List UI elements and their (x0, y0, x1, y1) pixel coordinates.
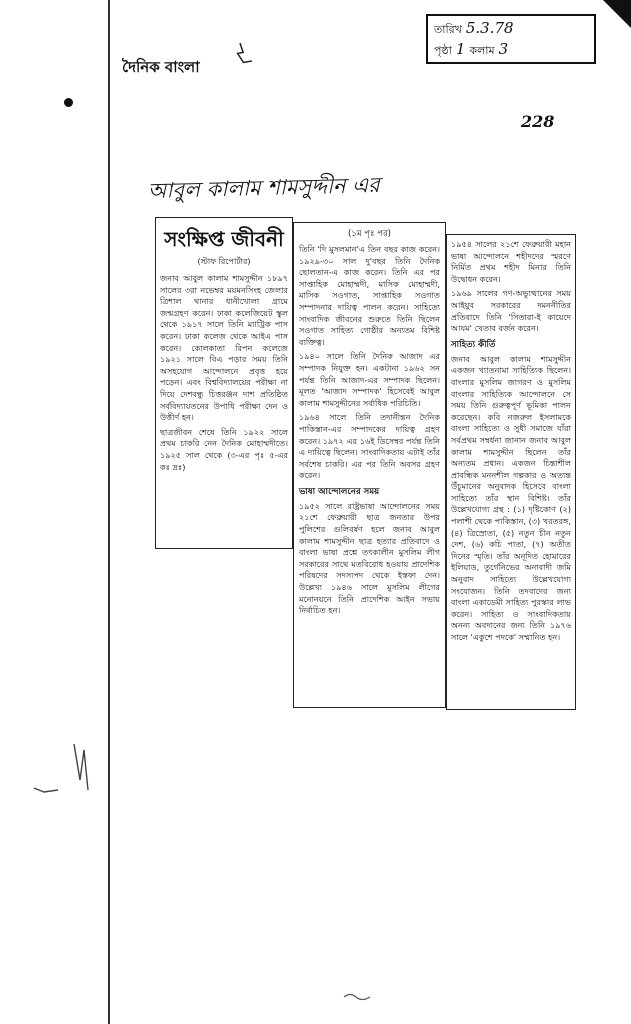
byline: (স্টাফ রিপোর্টার) (197, 257, 251, 266)
pen-scribble-mark (228, 39, 262, 72)
punch-hole (64, 98, 73, 107)
paragraph: জনাব আবুল কালাম শামসুদ্দীন ১৮৯৭ সালের ৩রা নভেম্বর ময়মনসিংহ জেলার ত্রিশাল থানার ধানীখোলা গ্রামে জন্মগ্রহণ করেন। ঢাকা কলেজিয়েট স্কুল থেকে ১৯১৭ সালে তিনি ম্যাট্রিক পাস করেন। ঢাকা কলেজ থেকে আইএ পাস করেন। কোলকাতা রিপন কলেজে ১৯২১ সালে বিএ পড়ার সময় তিনি অসহযোগ আন্দোলনে প্রবৃত্ত হয়ে পড়েন। এবং বিশ্ববিদ্যালয়ের পরীক্ষা না দিয়ে দেশবন্ধু চিত্তরঞ্জন দাশ প্রতিষ্ঠিত সর্ববিদ্যায়তনের উপাধি পরীক্ষা দেন ও উত্তীর্ণ হন। (160, 273, 288, 423)
scan-corner (603, 0, 631, 28)
page-value: 1 (455, 40, 466, 58)
paragraph: ১৯৬৯ সালের গণ-অভ্যুত্থানের সময় আইয়ুব সরকারের দমননীতির প্রতিবাদে তিনি 'সিতারা-ই কায়েদে আযম' খেতাব বর্জন করেন। (451, 288, 571, 334)
date-value: 5.3.78 (465, 19, 514, 37)
paragraph: জনাব আবুল কালাম শামসুদ্দীন একজন খ্যাতনামা সাহিত্যিক ছিলেন। বাংলার মুসলিম জাগরণ ও মুসলিম বাংলার সাহিত্যিক আন্দোলনে সে সময় তিনি গুরুত্বপূর্ণ ভূমিকা পালন করেছেন। কবি নজরুল ইসলামকে বাংলা সাহিত্যে ও সুধী সমাজে যাঁরা সর্বপ্রথম সম্বর্ধনা জানান জনাব আবুল কালাম শামসুদ্দীন ছিলেন তাঁর অন্যতম প্রধান। একজন চিন্তাশীল প্রাবন্ধিক মননশীল গল্পকার ও অত্যন্ত উঁচুমানের অনুবাদক হিসেবে বাংলা সাহিত্যে তাঁর স্থান বিশিষ্ট। তাঁর উল্লেখযোগ্য গ্রন্থ : (১) দৃষ্টিকোণ (২) পলাশী থেকে পাকিস্তান, (৩) খরতরঙ্গ, (৪) ত্রিস্রোতা, (৫) নতুন চীন নতুন দেশ, (৬) কচি পাতা, (৭) অতীত দিনের স্মৃতি। তাঁর অনূদিত হোমারের ইলিয়াড, তুর্গেনিভের অনাবাদী জমি অনুবাদ সাহিত্যে উল্লেখযোগ্য সংযোজন। তিনি তদবাদের জন্য বাংলা একাডেমী সাহিত্য পুরস্কার লাভ করেন। সাহিত্য ও সাংবাদিকতায় অনন্য অবদানের জন্য তিনি ১৯৭৬ সালে 'একুশে পদকে' সম্মানিত হন। (451, 353, 571, 642)
subheading: ভাষা আন্দোলনের সময় (299, 486, 380, 497)
paragraph: ১৯৪০ সালে তিনি দৈনিক আজাদ এর সম্পাদক নিযুক্ত হন। একটানা ১৯৬২ সন পর্যন্ত তিনি আজাদ-এর সম্পাদক ছিলেন। মূলত 'আজাদ সম্পাদক' হিসেবেই আবুল কালাম শামসুদ্দীনের সর্বাধিক পরিচিতি। (299, 351, 440, 408)
column-value: 3 (498, 40, 509, 58)
paragraph: ছাত্রজীবন শেষে তিনি ১৯২২ সালে প্রথম চাকরি নেন দৈনিক মোহাম্মদীতে। ১৯২৫ সাল থেকে (৩-এর পৃঃ ৫-এর কঃ দ্রঃ) (160, 426, 288, 472)
archive-page-number: 228 (521, 112, 555, 131)
date-stamp-box (426, 14, 596, 64)
clipping-column-2 (293, 222, 446, 708)
publication-name: দৈনিক বাংলা (122, 58, 200, 76)
subheading: সাহিত্য কীর্তি (451, 339, 496, 350)
continuation-note: (১ম পৃঃ পর) (347, 229, 392, 239)
date-label: তারিখ (434, 23, 462, 36)
date-row (434, 19, 588, 40)
paragraph: ১৯৫৪ সালের ২১শে ফেব্রুয়ারী মহান ভাষা আন্দোলনে শহীদদের স্মরণে নির্মিত প্রথম শহীদ মিনার তিনি উদ্বোধন করেন। (451, 239, 571, 284)
page-column-row (434, 40, 588, 61)
article-title: সংক্ষিপ্ত জীবনী (164, 227, 284, 251)
clipping-column-3 (446, 234, 576, 710)
page-label: পৃষ্ঠা (434, 44, 452, 57)
column-label: কলাম (469, 44, 495, 57)
scan-noise-mark (14, 740, 94, 800)
margin-line (108, 0, 110, 1024)
scan-noise-mark (342, 990, 372, 1004)
paragraph: ১৯৬৪ সালে তিনি তদানীন্তন দৈনিক পাকিস্তান-এর সম্পাদকের দায়িত্ব গ্রহণ করেন। ১৯৭২ এর ১৬ই ডিসেম্বর পর্যন্ত তিনি এ দায়িত্বে ছিলেন। সাংবাদিকতায় এটাই তাঁর সর্বশেষ চাকরি। এর পর তিনি অবসর গ্রহণ করেন। (299, 412, 440, 481)
clipping-column-1 (155, 217, 293, 549)
paragraph: তিনি 'দি মুসলমান'এ তিন বছর কাজ করেন। ১৯২৯-৩০ সাল দু'বছর তিনি দৈনিক ছোলতান-এ কাজ করেন। তিনি এর পর সাপ্তাহিক মোহাম্মদী, মাসিক মোহাম্মদী, মাসিক সওগাত, সাপ্তাহিক সওগাত সম্পাদনার দায়িত্ব পালন করেন। সাহিত্যে সাংবাদিক জীবনের শুরুতে তিনি ছিলেন সওগাত সাহিত্য গোষ্ঠীর অন্যতম বিশিষ্ট ব্যক্তিত্ব। (299, 244, 440, 347)
paragraph: ১৯৫২ সালে রাষ্ট্রভাষা আন্দোলনের সময় ২১শে ফেব্রুয়ারী ছাত্র জনতার উপর পুলিশের গুলিবর্ষণ হলে জনাব আবুল কালাম শামসুদ্দীন ছাত্র হত্যার প্রতিবাদে ও বাংলা ভাষা প্রশ্নে তৎকালীন মুসলিম লীগ সরকারের সাথে মতবিরোধ হওয়ায় প্রাদেশিক পরিষদের সদস্যপদ থেকে ইস্তফা দেন। উল্লেখ্য ১৯৪৬ সালে মুসলিম লীগের মনোনয়নে তিনি প্রাদেশিক আইন সভায় নির্বাচিত হন। (299, 500, 440, 616)
handwritten-title: আবুল কালাম শামসুদ্দীন এর (147, 172, 380, 204)
